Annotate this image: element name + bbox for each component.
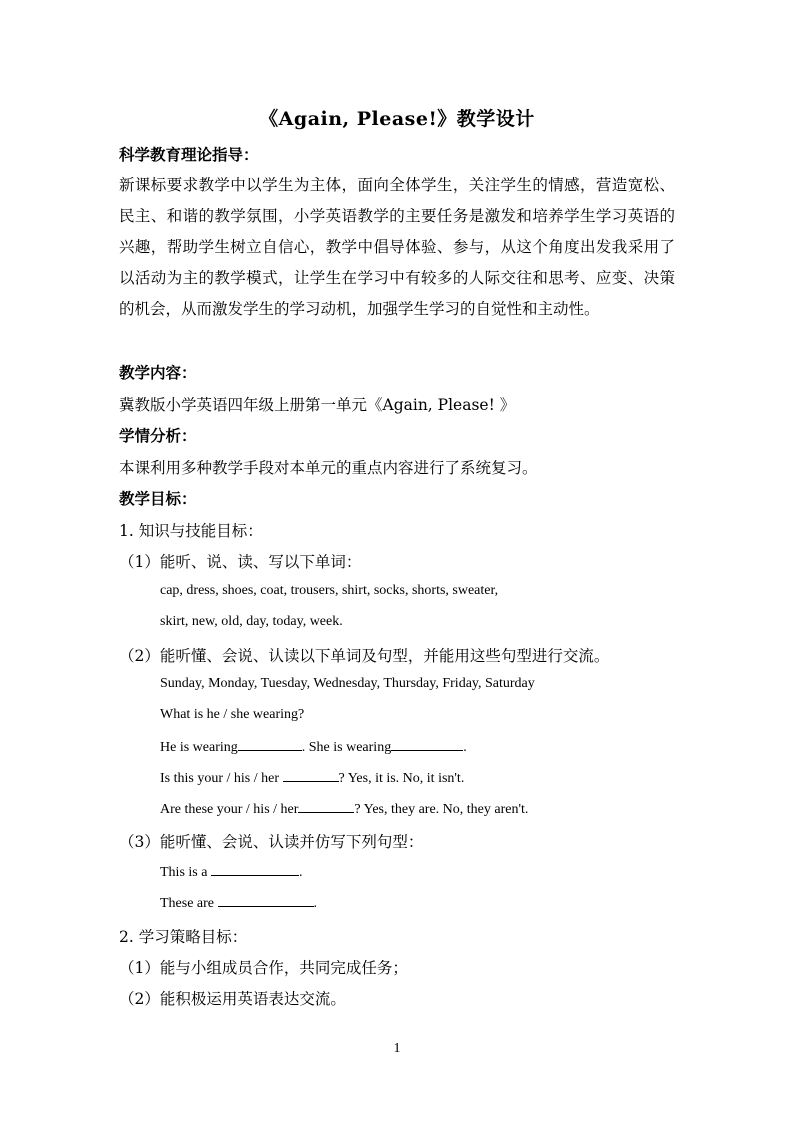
- section-heading-analysis: 学情分析：: [119, 426, 197, 445]
- section-heading-goals: 教学目标：: [119, 489, 197, 508]
- answer-wearing-he: He is wearing: [160, 740, 238, 755]
- page-number: 1: [393, 1041, 401, 1056]
- answer-wearing-end: .: [463, 740, 467, 755]
- fill-blank: [211, 863, 299, 876]
- answer-wearing: [160, 738, 467, 756]
- answer-wearing-she: . She is wearing: [301, 740, 392, 755]
- question-is-this-end: ? Yes, it is. No, it isn't.: [338, 771, 465, 786]
- pattern-these-are-end: .: [313, 896, 318, 911]
- fill-blank: [298, 800, 354, 813]
- pattern-this-is-end: .: [298, 865, 303, 880]
- days-of-week-line: Sunday, Monday, Tuesday, Wednesday, Thursday, Friday, Saturday: [160, 676, 535, 691]
- strategy-item-2: （2）能积极运用英语表达交流。: [119, 990, 346, 1008]
- goal-knowledge-skills: 1. 知识与技能目标：: [119, 522, 263, 540]
- fill-blank: [391, 738, 463, 751]
- question-are-these-start: Are these your / his / her: [160, 802, 299, 817]
- word-list-line-2: skirt, new, old, day, today, week.: [160, 614, 343, 629]
- goal-learning-strategy: 2. 学习策略目标：: [119, 928, 248, 946]
- pattern-this-is: [160, 863, 302, 881]
- strategy-item-1: （1）能与小组成员合作，共同完成任务；: [119, 959, 408, 977]
- goal-item-1: （1）能听、说、读、写以下单词：: [119, 553, 362, 571]
- fill-blank: [218, 894, 314, 907]
- pattern-these-are-start: These are: [160, 896, 218, 911]
- question-are-these-end: ? Yes, they are. No, they aren't.: [354, 802, 529, 817]
- fill-blank: [238, 738, 302, 751]
- content-text: 冀教版小学英语四年级上册第一单元《Again, Please! 》: [119, 396, 516, 414]
- theory-paragraph: 新课标要求教学中以学生为主体，面向全体学生，关注学生的情感，营造宽松、民主、和谐的教学氛围，小学英语教学的主要任务是激发和培养学生学习英语的兴趣，帮助学生树立自信心，教学中倡导体验、参与，从这个角度出发我采用了以活动为主的教学模式，让学生在学习中有较多的人际交往和思考、应变、决策的机会，从而激发学生的学习动机，加强学生学习的自觉性和主动性。: [119, 176, 675, 318]
- pattern-these-are: [160, 894, 317, 912]
- question-is-this: [160, 769, 464, 787]
- document-title: 《Again, Please!》教学设计: [259, 108, 535, 130]
- section-heading-content: 教学内容：: [119, 363, 197, 382]
- question-is-this-start: Is this your / his / her: [160, 771, 283, 786]
- question-are-these: [160, 800, 528, 818]
- section-heading-theory: 科学教育理论指导：: [119, 145, 259, 164]
- word-list-line-1: cap, dress, shoes, coat, trousers, shirt, socks, shorts, sweater,: [160, 583, 499, 598]
- pattern-this-is-start: This is a: [160, 865, 211, 880]
- goal-item-2: （2）能听懂、会说、认读以下单词及句型，并能用这些句型进行交流。: [119, 647, 610, 665]
- analysis-text: 本课利用多种教学手段对本单元的重点内容进行了系统复习。: [119, 459, 538, 477]
- fill-blank: [283, 769, 339, 782]
- goal-item-3: （3）能听懂、会说、认读并仿写下列句型：: [119, 833, 424, 851]
- question-wearing: What is he / she wearing?: [160, 707, 305, 722]
